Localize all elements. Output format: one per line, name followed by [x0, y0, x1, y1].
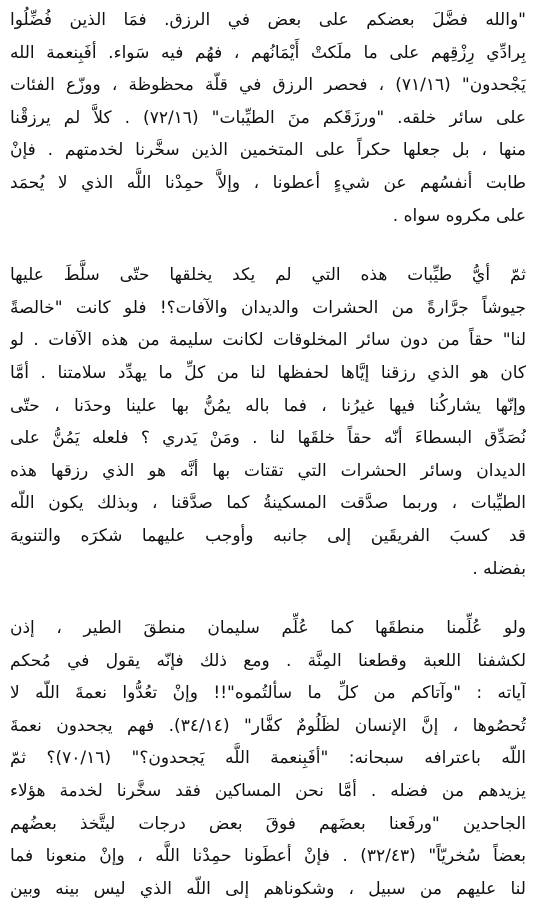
paragraph-1 — [10, 4, 526, 232]
paragraph-3 — [10, 612, 526, 905]
text-line: بعضاً سُخريّاً" (٣٢/٤٣) . فإنْ أعطَونا حمِدْنا اللَّه ، وإنْ منعونا فما — [10, 846, 526, 867]
text-line: بِرادِّي رِزْقِهم على ما ملَكتْ أَيْمَانُهم ، فهُم فيه سَواء. أفَبِنعمة الله — [10, 42, 526, 63]
text-line: قد كسبَ الفريقَين إلى جانبه وأوجب عليهما شكرَه والتنويهَ — [10, 525, 526, 546]
text-line: "والله فضَّلَ بعضكم على بعض في الرزق. فمَا الذين فُضِّلُوا — [10, 10, 526, 30]
text-line: طابت أنفسُهم عن شيءٍ أعطونا ، وإلاَّ حمِدْنا اللَّه الذي لا يُحمَد — [10, 172, 526, 193]
text-line: تُحصُوها ، إنَّ الإنسان لظَلُومٌ كفَّار" (٣٤/١٤). فهم يجحدون نعمةَ — [10, 715, 526, 736]
text-line: على مكروه سواه . — [392, 205, 526, 226]
book-page — [10, 4, 526, 898]
text-line: الديدان وسائر الحشرات التي تقتات بها أنَّه هو الذي رزقها هذه — [10, 460, 526, 481]
text-line: ولو عُلِّمنا منطقَها كما عُلِّم سليمان منطقَ الطير ، إذن — [10, 618, 526, 639]
text-line: ثمّ أيُّ طيِّبات هذه التي لم يكد يخلقها حتّى سلَّطَ عليها — [10, 265, 526, 286]
text-line: بفضله . — [472, 558, 526, 579]
paragraph-spacer — [10, 585, 526, 612]
text-line: جيوشاً جرَّارةً من الحشرات والديدان والآفات؟! فلو كانت "خالصةً — [10, 297, 526, 318]
text-line: لنا" حقاً من دون سائر المخلوقات لكانت سليمة من هذه الآفات . لو — [10, 330, 526, 351]
text-line: لكشفنا اللعبة وقطعنا المِنَّة . ومع ذلك فإنّه يقول في مُحكم — [10, 650, 526, 671]
text-line: منها ، بل جعلها حكراً على المتخمين الذين سخَّرنا لخدمتهم . فإنْ — [10, 140, 526, 161]
text-line: يزيدهم من فضله . أمَّا نحن المساكين فقد سخَّرنا لخدمة هؤلاء — [10, 781, 526, 802]
text-line: يَجْحدون" (٧١/١٦) ، فحصر الرزق في قلّة محظوظة ، ووزّع الفئات — [10, 75, 526, 96]
paragraph-spacer — [10, 232, 526, 259]
text-line: اللّه باعترافه سبحانه: "أفَبِنعمة اللَّه يَجحدون؟" (٧٠/١٦)؟ ثمّ — [10, 748, 526, 769]
paragraph-2 — [10, 259, 526, 585]
text-line: وإنّها يشاركُنا فيها غيرُنا ، فما باله يمُنُّ بها علينا وحدَنا ، حتّى — [10, 395, 526, 416]
text-line: الجاحدين "ورفَعنا بعضَهم فوقَ بعض درجات ليتَّخذ بعضُهم — [10, 813, 526, 834]
text-line: نُصَدِّق البسطاءَ أنّه حقاً خلقَها لنا . ومَنْ يَدري ؟ فلعله يَمُنُّ على — [10, 428, 526, 449]
text-line: آياته : "وآتاكم من كلِّ ما سألتُموه"!! وإنْ تعُدُّوا نعمةَ اللّه لا — [10, 683, 526, 704]
text-line: الطيِّبات ، وربما صدَّقت المسكينةُ كما صدَّقنا ، وبذلك يكون اللّه — [10, 493, 526, 514]
text-line: على سائر خلقه. "ورزَقَكم منَ الطيِّبات" (٧٢/١٦) . كلاَّ لم يرزقْنا — [10, 107, 526, 128]
text-line: كان هو الذي رزقنا إيَّاها لحفظها لنا من كلِّ ما يهدِّد سلامتنا . أمَّا — [10, 362, 526, 383]
text-line: لنا عليهم من سبيل ، وشكوناهم إلى اللّه الذي ليس بينه وبين — [10, 878, 526, 899]
